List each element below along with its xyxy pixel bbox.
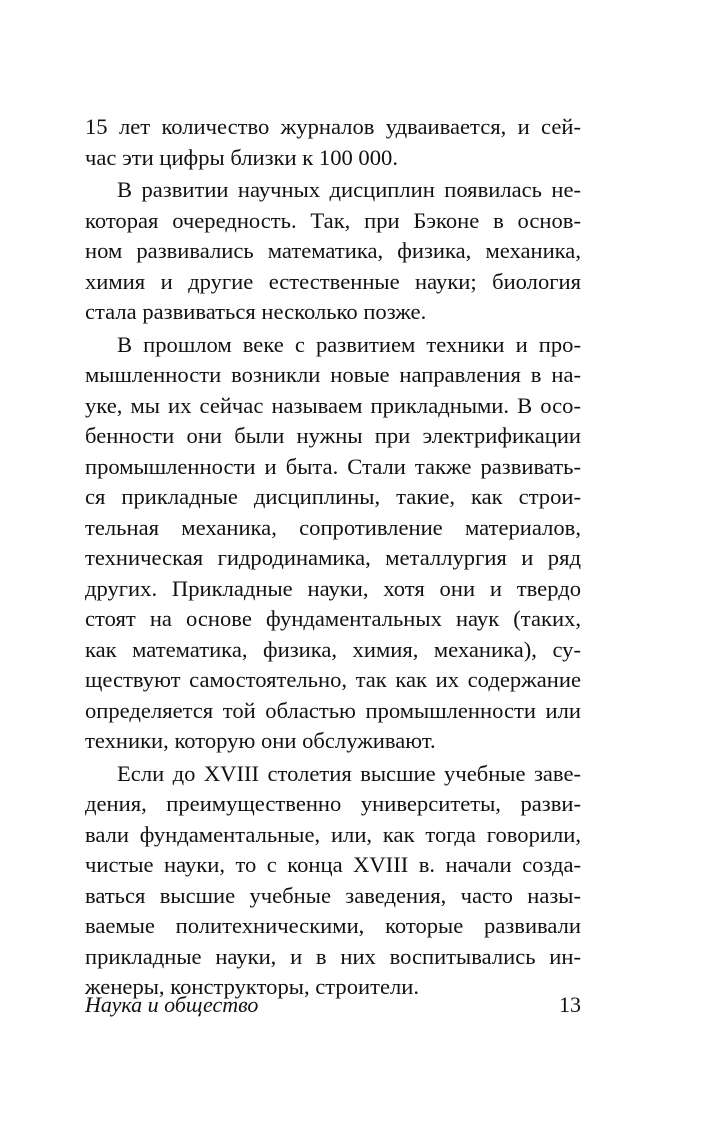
text-line: техники, которую они обслуживают. <box>85 728 436 753</box>
paragraph-4 <box>85 759 581 1003</box>
text-line: ваемые политехническими, которые развивали <box>85 913 581 938</box>
paragraph-3 <box>85 330 581 757</box>
text-line: В развитии научных дисциплин появилась не- <box>117 177 581 202</box>
body-text <box>85 112 581 1005</box>
text-line: мышленности возникли новые направления в на- <box>85 362 581 387</box>
text-line: ном развивались математика, физика, механика, <box>85 238 581 263</box>
text-line: бенности они были нужны при электрификации <box>85 423 581 448</box>
text-line: прикладные науки, и в них воспитывались ин- <box>85 943 581 969</box>
page-footer <box>85 990 581 1020</box>
paragraph-2 <box>85 175 581 328</box>
text-line: уке, мы их сейчас называем прикладными. В осо- <box>85 392 581 418</box>
text-line: стала развиваться несколько позже. <box>85 299 427 324</box>
text-line: ваться высшие учебные заведения, часто назы- <box>85 882 581 908</box>
running-title: Наука и общество <box>85 992 259 1017</box>
text-line: вали фундаментальные, или, как тогда говорили, <box>85 821 581 847</box>
text-line: которая очередность. Так, при Бэконе в основ- <box>85 207 581 233</box>
text-line: Если до XVIII столетия высшие учебные заве- <box>117 760 581 786</box>
text-line: как математика, физика, химия, механика), су- <box>85 636 581 662</box>
text-line: час эти цифры близки к 100 000. <box>85 144 398 170</box>
text-line: стоят на основе фундаментальных наук (таких, <box>85 606 581 631</box>
text-line: дения, преимущественно университеты, разви- <box>85 791 581 816</box>
text-line: 15 лет количество журналов удваивается, и сей- <box>85 114 581 139</box>
text-line: промышленности и быта. Стали также развивать- <box>85 453 581 479</box>
text-line: определяется той областью промышленности или <box>85 697 581 723</box>
text-line: техническая гидродинамика, металлургия и ряд <box>85 545 581 570</box>
page-number: 13 <box>559 992 581 1017</box>
text-line: тельная механика, сопротивление материалов, <box>85 514 581 540</box>
text-line: женеры, конструкторы, строители. <box>85 974 420 999</box>
text-line: чистые науки, то с конца XVIII в. начали созда- <box>85 852 581 877</box>
paragraph-1 <box>85 112 581 173</box>
text-line: других. Прикладные науки, хотя они и твердо <box>85 575 581 601</box>
text-line: химия и другие естественные науки; биология <box>85 268 581 294</box>
text-line: ществуют самостоятельно, так как их содержание <box>85 667 581 692</box>
text-line: В прошлом веке с развитием техники и про- <box>117 331 581 357</box>
text-line: ся прикладные дисциплины, такие, как строи- <box>85 484 581 509</box>
